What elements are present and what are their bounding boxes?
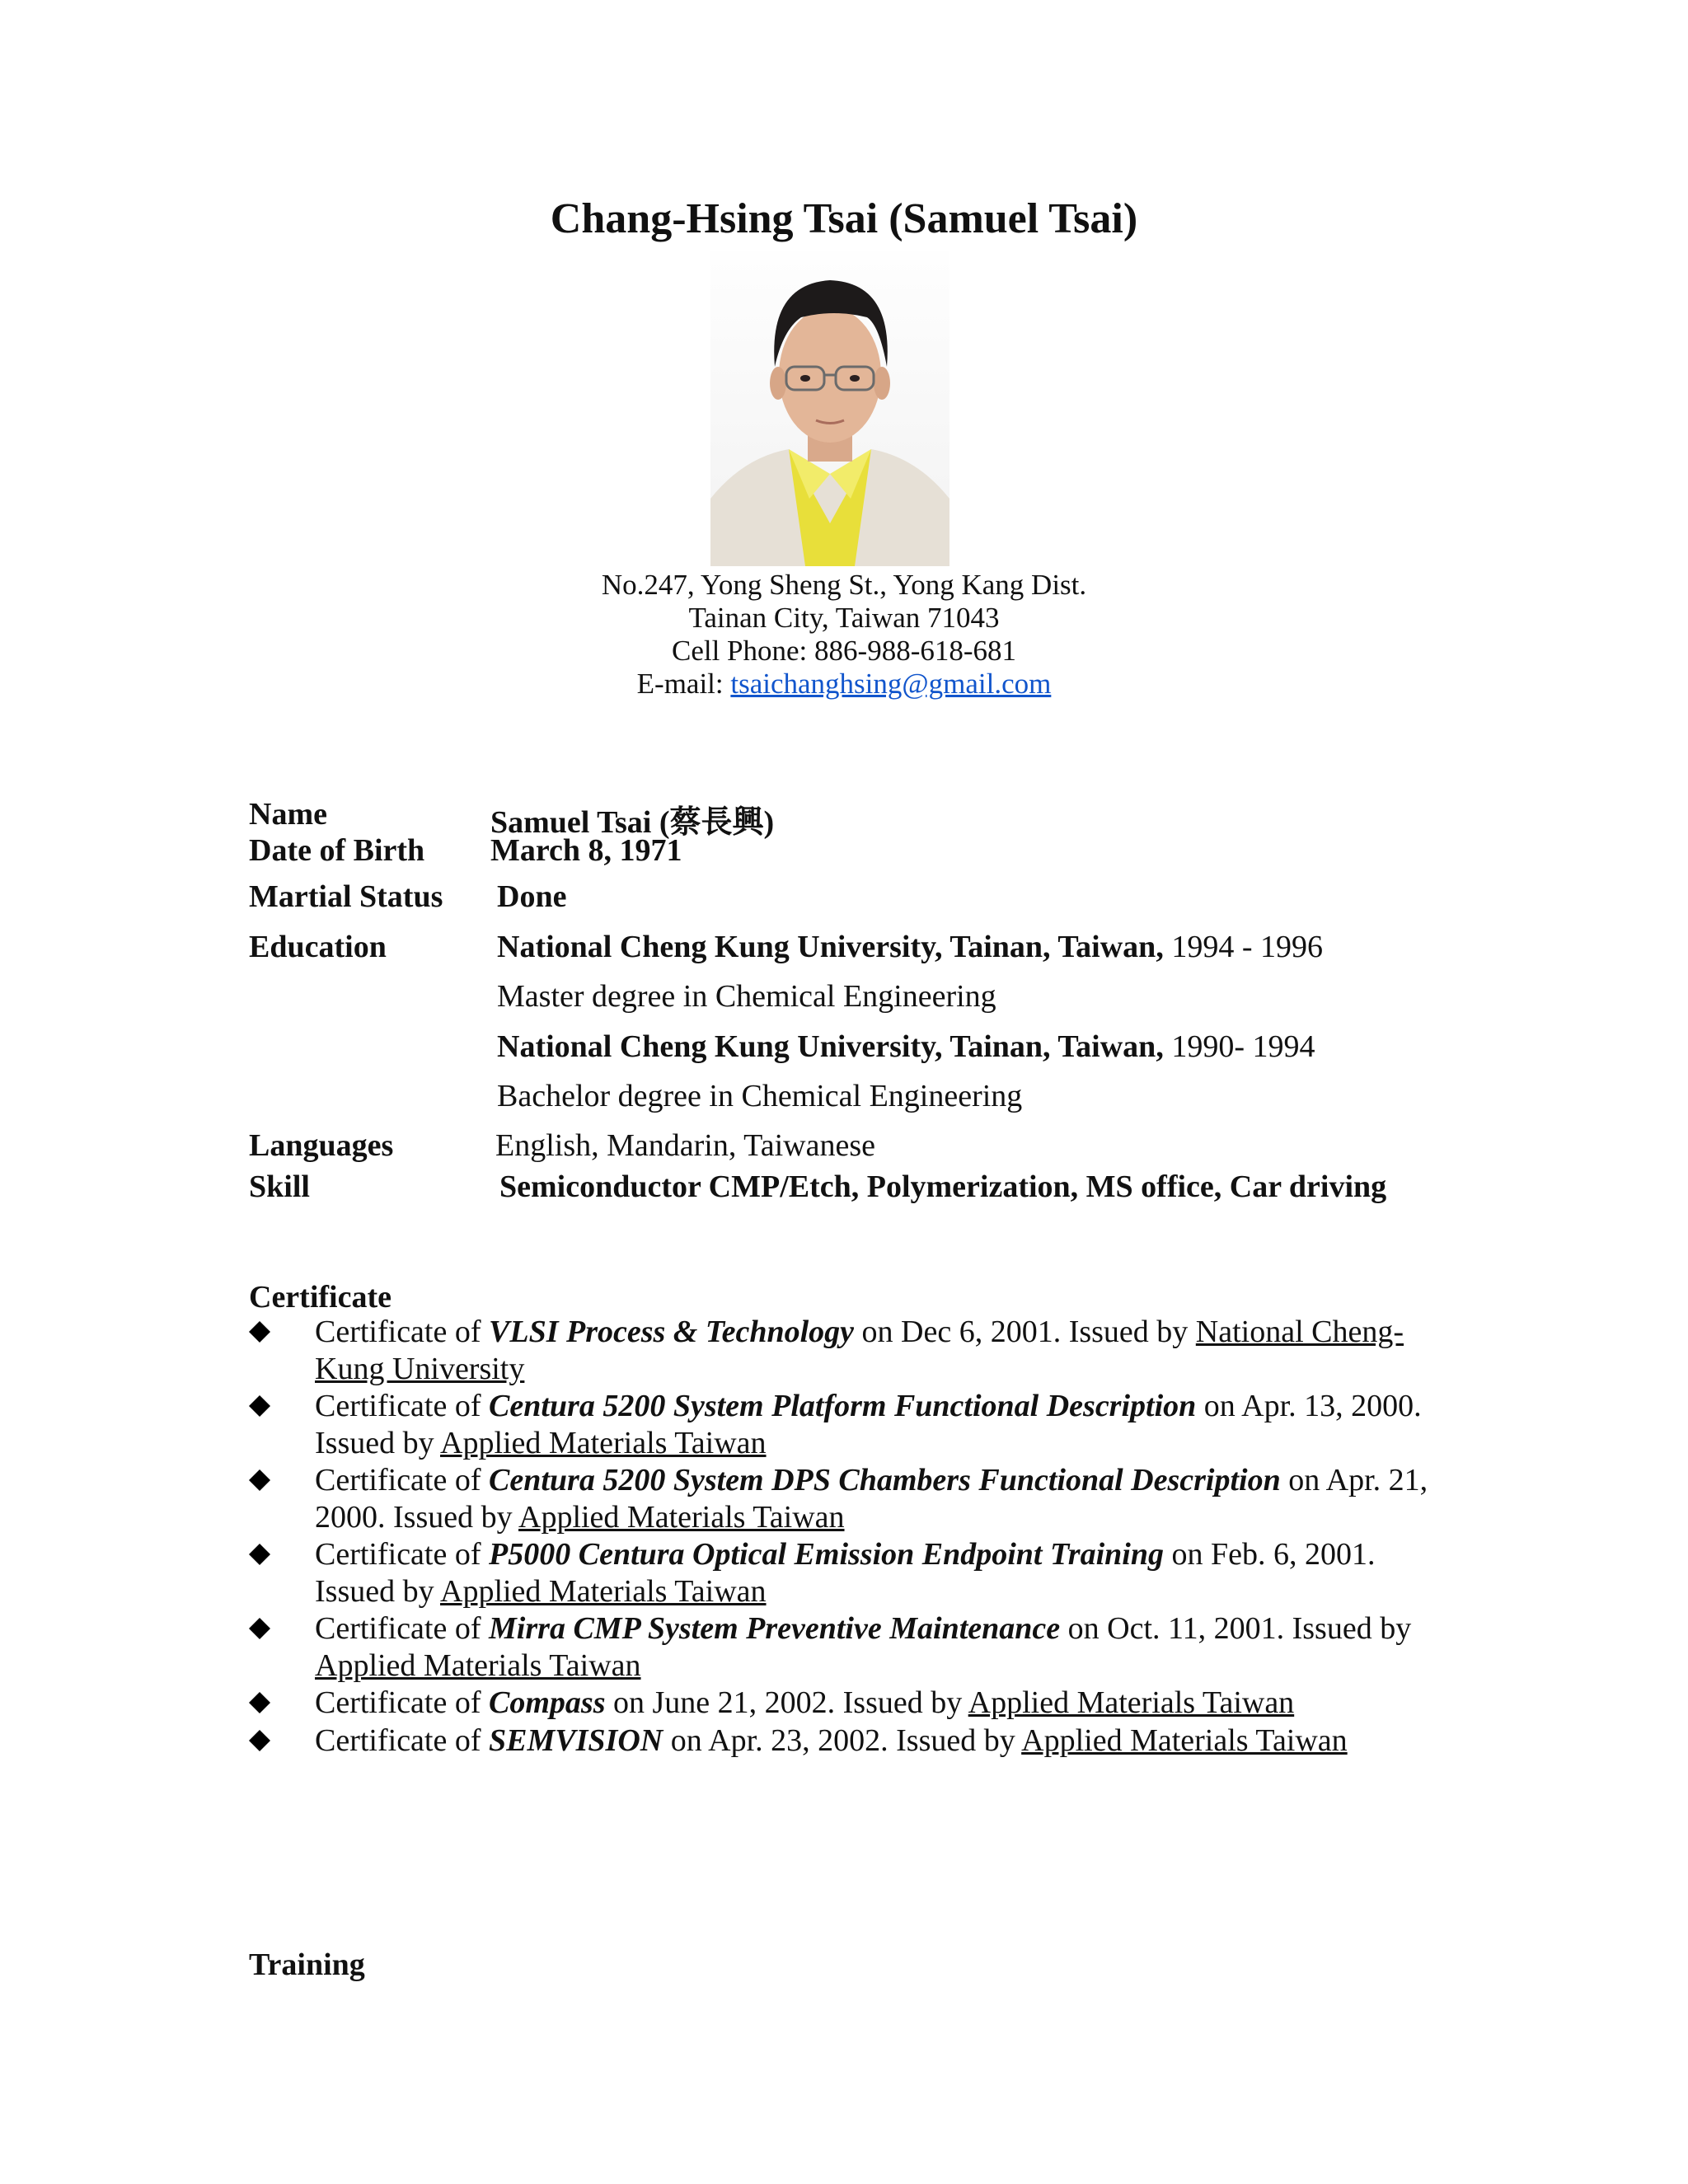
certificate-title: Compass (489, 1685, 606, 1720)
languages-label: Languages (249, 1128, 394, 1163)
certificate-issuer: Applied Materials Taiwan (1021, 1723, 1348, 1758)
certificate-issuer: Applied Materials Taiwan (518, 1500, 845, 1535)
skill-label: Skill (249, 1169, 310, 1204)
certificate-date-issued: on Feb. 6, 2001. Issued by (315, 1537, 1376, 1609)
certificate-prefix: Certificate of (315, 1315, 490, 1349)
certificate-prefix: Certificate of (315, 1537, 490, 1572)
phone-line: Cell Phone: 886-988-618-681 (671, 635, 1017, 667)
education-school-1: National Cheng Kung University, Tainan, Taiwan, (497, 930, 1164, 964)
certificate-text (315, 1722, 1461, 1760)
certificate-heading: Certificate (249, 1280, 392, 1315)
email-line (0, 668, 1688, 701)
marital-status-value: Done (497, 879, 567, 914)
name-label: Name (249, 797, 327, 832)
portrait-image (710, 251, 950, 566)
email-link[interactable]: tsaichanghsing@gmail.com (730, 668, 1052, 700)
certificate-date-issued: on Apr. 13, 2000. Issued by (315, 1389, 1422, 1460)
certificate-title: VLSI Process & Technology (489, 1315, 855, 1349)
diamond-bullet-icon (249, 1692, 270, 1713)
certificate-issuer: National Cheng-Kung University (315, 1315, 1404, 1386)
certificate-date-issued: on Apr. 21, 2000. Issued by (315, 1463, 1428, 1535)
languages-value: English, Mandarin, Taiwanese (495, 1128, 875, 1163)
diamond-bullet-icon (249, 1618, 270, 1639)
certificate-issuer: Applied Materials Taiwan (440, 1426, 767, 1460)
certificate-title: Centura 5200 System DPS Chambers Functional Description (489, 1463, 1281, 1497)
email-label: E-mail: (636, 668, 731, 700)
certificate-date-issued: on June 21, 2002. Issued by (605, 1685, 968, 1720)
certificate-title: Centura 5200 System Platform Functional Description (489, 1389, 1197, 1423)
name-value: Samuel Tsai (蔡長興) (490, 805, 775, 840)
certificate-prefix: Certificate of (315, 1611, 490, 1646)
certificate-text (315, 1462, 1461, 1536)
certificate-title: SEMVISION (489, 1723, 663, 1758)
certificate-text (315, 1536, 1461, 1610)
marital-status-label: Martial Status (249, 879, 443, 914)
education-degree-1: Master degree in Chemical Engineering (497, 979, 996, 1014)
certificate-text (315, 1685, 1461, 1722)
education-entry-2 (497, 1029, 1315, 1065)
dob-value: March 8, 1971 (490, 833, 682, 868)
certificate-prefix: Certificate of (315, 1389, 490, 1423)
certificate-text (315, 1388, 1461, 1462)
education-entry-1 (497, 929, 1323, 965)
diamond-bullet-icon (249, 1469, 270, 1491)
certificate-prefix: Certificate of (315, 1463, 490, 1497)
certificate-text (315, 1610, 1461, 1685)
certificate-date-issued: on Oct. 11, 2001. Issued by (1060, 1611, 1412, 1646)
certificate-issuer: Applied Materials Taiwan (440, 1574, 767, 1609)
address-line-2: Tainan City, Taiwan 71043 (688, 602, 1000, 634)
resume-name-heading: Chang-Hsing Tsai (Samuel Tsai) (550, 195, 1138, 242)
education-school-2: National Cheng Kung University, Tainan, Taiwan, (497, 1029, 1164, 1064)
certificate-issuer: Applied Materials Taiwan (968, 1685, 1295, 1720)
diamond-bullet-icon (249, 1321, 270, 1343)
education-label: Education (249, 930, 387, 964)
education-degree-2: Bachelor degree in Chemical Engineering (497, 1079, 1023, 1113)
certificate-title: Mirra CMP System Preventive Maintenance (489, 1611, 1061, 1646)
skill-value: Semiconductor CMP/Etch, Polymerization, MS office, Car driving (499, 1169, 1387, 1204)
certificate-issuer: Applied Materials Taiwan (315, 1648, 641, 1683)
education-years-1: 1994 - 1996 (1163, 930, 1323, 964)
diamond-bullet-icon (249, 1544, 270, 1565)
diamond-bullet-icon (249, 1730, 270, 1751)
diamond-bullet-icon (249, 1395, 270, 1417)
certificate-prefix: Certificate of (315, 1685, 490, 1720)
training-heading: Training (249, 1947, 365, 1982)
certificate-date-issued: on Dec 6, 2001. Issued by (854, 1315, 1196, 1349)
dob-label: Date of Birth (249, 833, 425, 868)
certificate-text (315, 1314, 1461, 1388)
profile-photo (710, 251, 950, 566)
education-years-2: 1990- 1994 (1163, 1029, 1315, 1064)
certificate-title: P5000 Centura Optical Emission Endpoint Training (489, 1537, 1164, 1572)
address-line-1: No.247, Yong Sheng St., Yong Kang Dist. (601, 569, 1087, 601)
certificate-date-issued: on Apr. 23, 2002. Issued by (663, 1723, 1022, 1758)
certificate-prefix: Certificate of (315, 1723, 490, 1758)
